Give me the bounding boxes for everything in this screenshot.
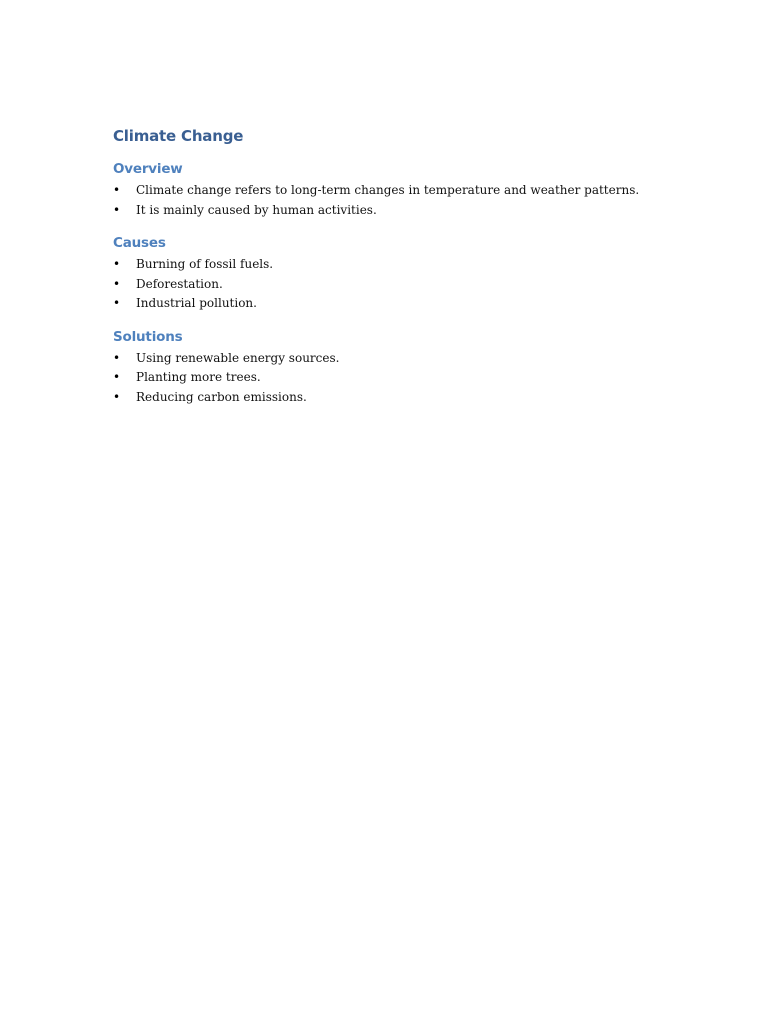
- list-item: [113, 294, 673, 314]
- list-item-text: Using renewable energy sources.: [136, 350, 340, 365]
- section-heading-solutions: Solutions: [113, 328, 183, 345]
- list-item: [113, 368, 673, 388]
- bullet-list-solutions: [113, 349, 673, 408]
- section-overview: [113, 159, 673, 220]
- list-item: [113, 388, 673, 408]
- bullet-icon: •: [113, 257, 121, 271]
- list-item-text: Deforestation.: [136, 276, 223, 291]
- list-item: [113, 201, 673, 221]
- section-solutions: [113, 327, 673, 408]
- bullet-icon: •: [113, 350, 121, 365]
- section-heading-causes: Causes: [113, 235, 166, 251]
- list-item-text: Burning of fossil fuels.: [136, 257, 274, 271]
- list-item-text: Reducing carbon emissions.: [136, 389, 307, 404]
- document-body: [113, 125, 673, 420]
- bullet-icon: •: [113, 276, 121, 291]
- bullet-list-causes: [113, 255, 673, 314]
- list-item-text: Planting more trees.: [136, 370, 261, 384]
- bullet-icon: •: [113, 202, 121, 217]
- bullet-icon: •: [113, 183, 121, 197]
- section-causes: [113, 233, 673, 314]
- bullet-list-overview: [113, 181, 673, 220]
- bullet-icon: •: [113, 389, 121, 404]
- bullet-icon: •: [113, 370, 121, 384]
- list-item: [113, 255, 673, 275]
- list-item: [113, 181, 673, 201]
- list-item-text: Climate change refers to long-term changes in temperature and weather patterns.: [136, 183, 640, 197]
- list-item: [113, 275, 673, 295]
- list-item-text: It is mainly caused by human activities.: [136, 202, 377, 217]
- list-item-text: Industrial pollution.: [136, 296, 257, 310]
- list-item: [113, 349, 673, 369]
- document-title: Climate Change: [113, 127, 244, 145]
- bullet-icon: •: [113, 296, 121, 310]
- section-heading-overview: Overview: [113, 161, 183, 177]
